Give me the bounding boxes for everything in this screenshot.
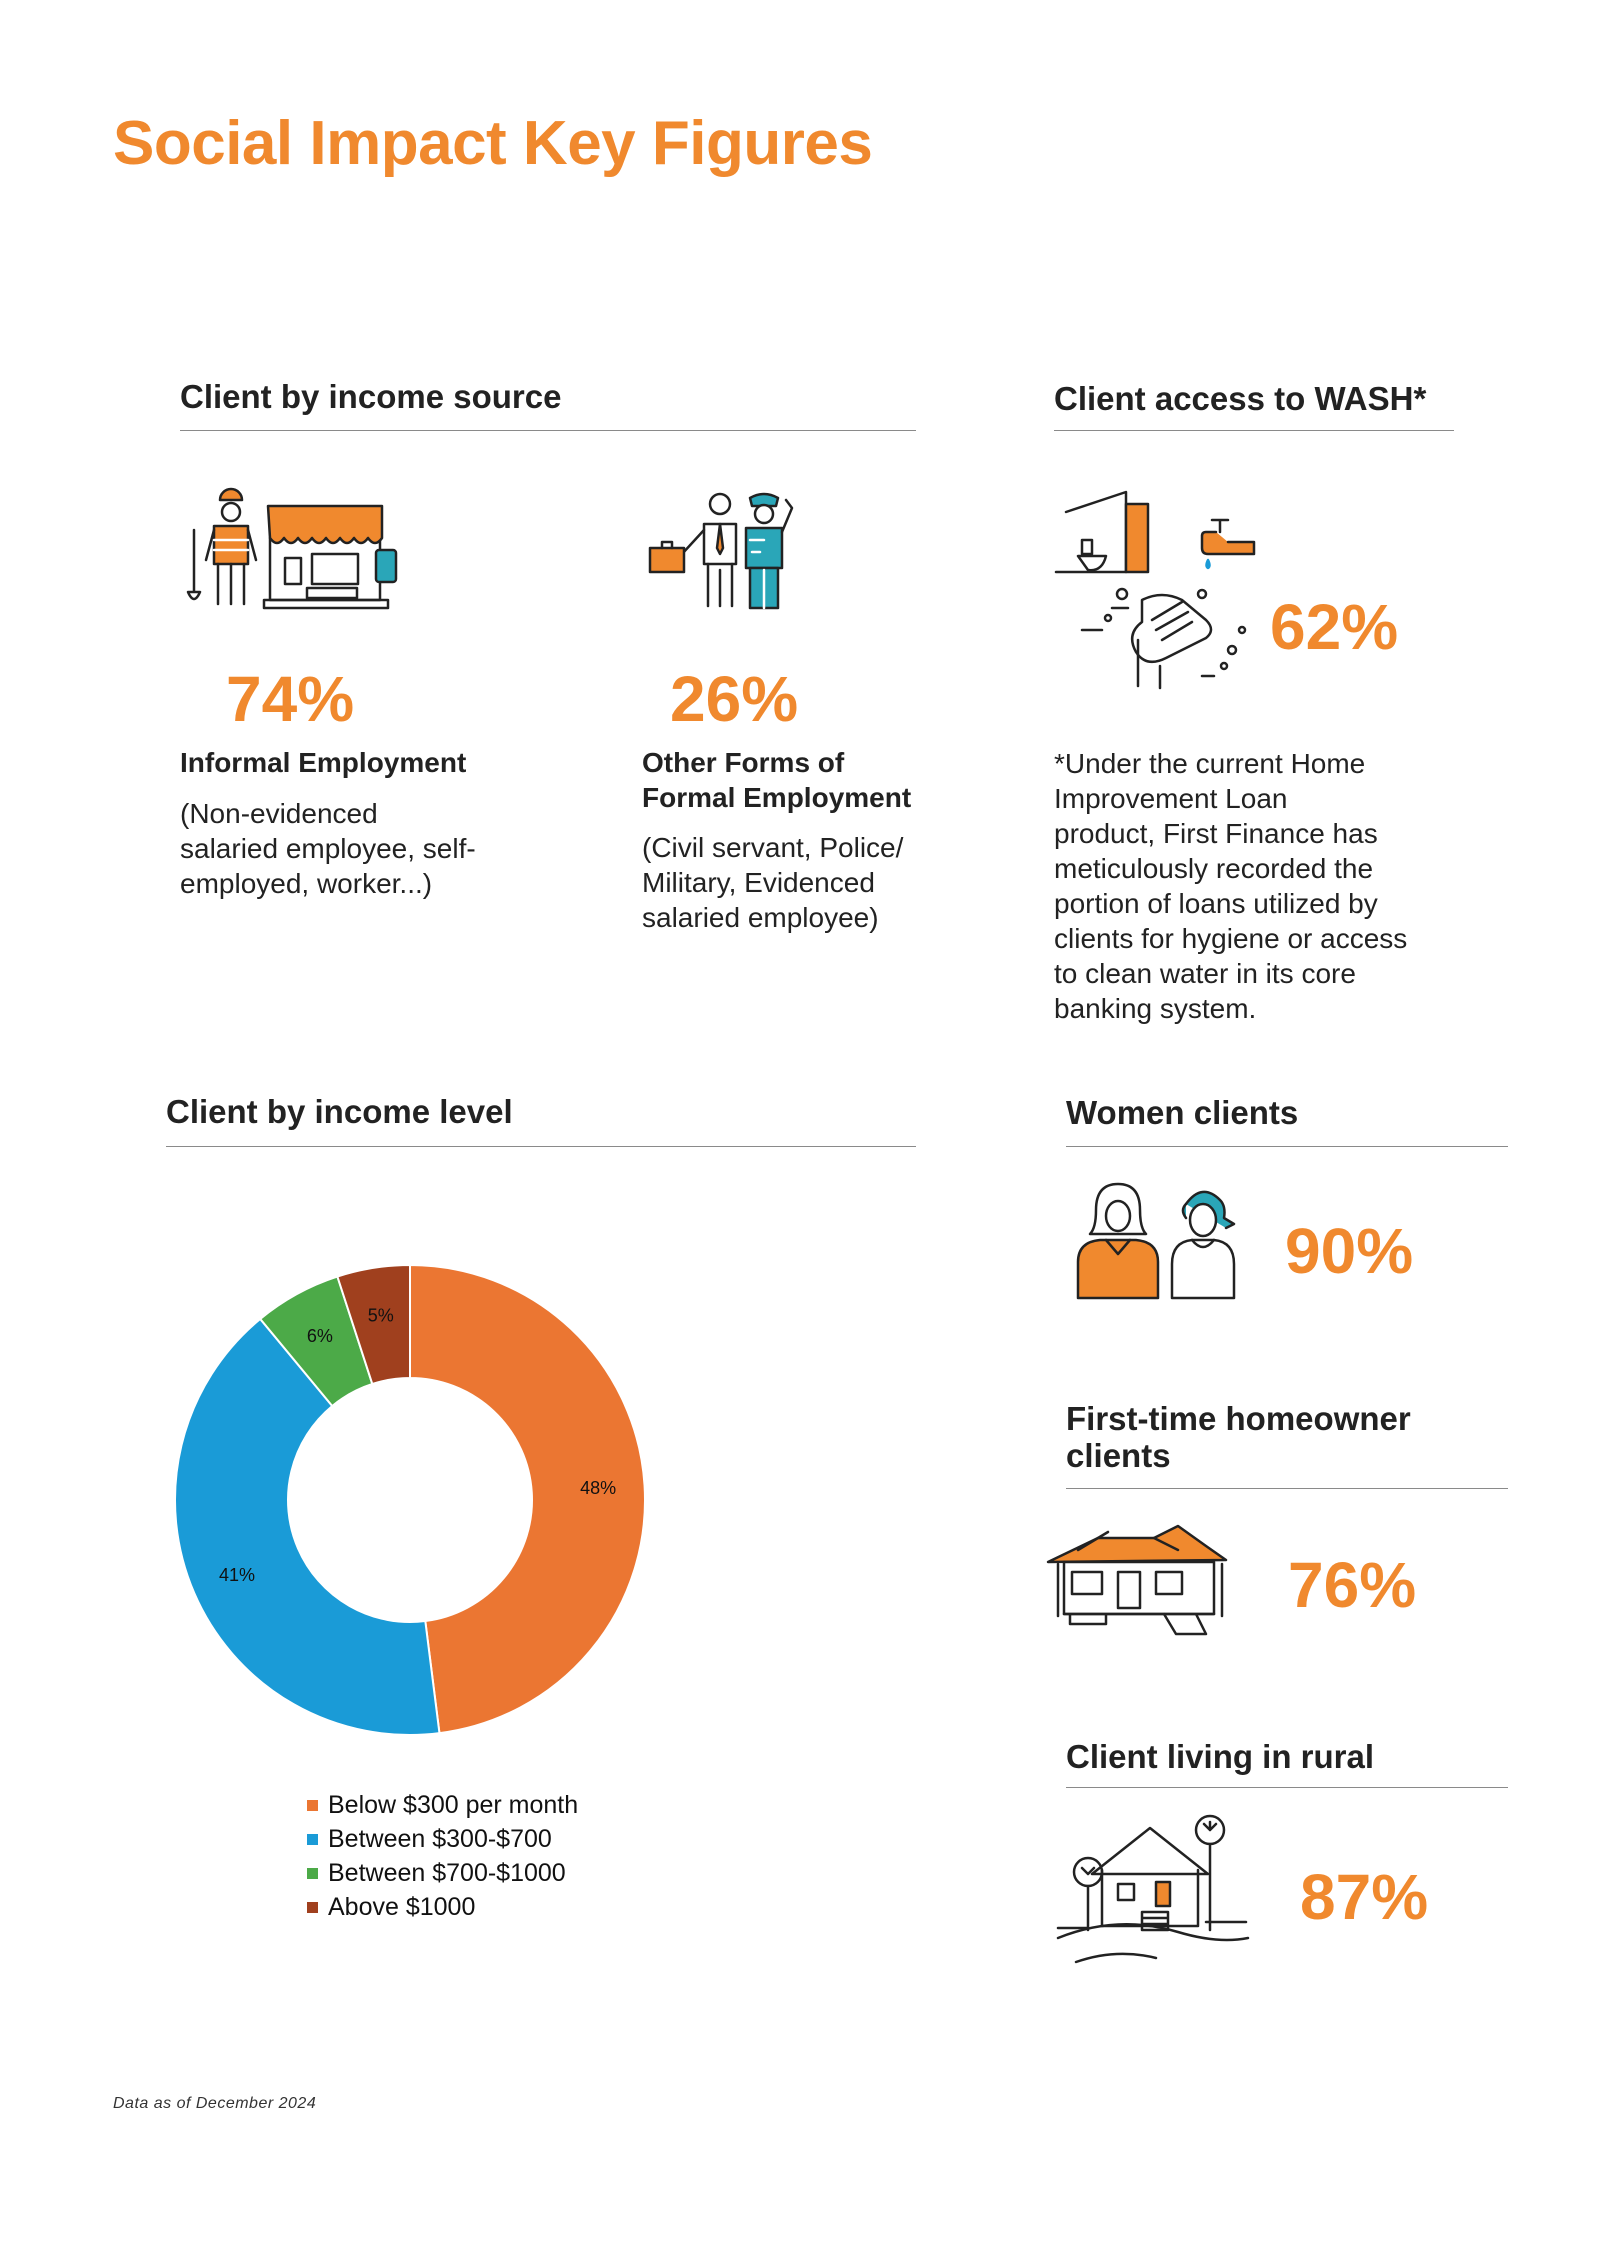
donut-slice-1	[410, 1265, 645, 1733]
legend-swatch	[307, 1800, 318, 1811]
formal-description: (Civil servant, Police/ Military, Evidenced salaried employee)	[642, 832, 904, 933]
rural-house-icon	[1056, 1812, 1256, 1982]
wash-note: *Under the current Home Improvement Loan product, First Finance has meticulously recorded the portion of loans utilized by clients for hygiene or access to clean water in its core banking system.	[1054, 748, 1408, 1024]
income-level-donut-chart	[150, 1240, 670, 1760]
chart-legend	[307, 1788, 578, 1924]
income-level-heading: Client by income level	[166, 1093, 513, 1130]
legend-item	[307, 1890, 578, 1924]
women-icon	[1076, 1180, 1246, 1300]
businessman-police-icon	[642, 490, 812, 620]
formal-label: Other Forms of Formal Employment	[642, 747, 912, 813]
donut-data-label: 5%	[367, 1305, 394, 1326]
worker-shop-icon	[180, 490, 400, 615]
legend-swatch	[307, 1902, 318, 1913]
legend-swatch	[307, 1834, 318, 1845]
wash-percent: 62%	[1270, 591, 1399, 663]
women-heading: Women clients	[1066, 1094, 1299, 1131]
informal-label: Informal Employment	[180, 747, 467, 778]
informal-description: (Non-evidenced salaried employee, self- employed, worker...)	[180, 798, 476, 899]
wash-heading: Client access to WASH*	[1054, 380, 1427, 417]
legend-swatch	[307, 1868, 318, 1879]
income-source-heading: Client by income source	[180, 378, 562, 415]
legend-label: Above $1000	[328, 1892, 476, 1921]
house-icon	[1044, 1524, 1230, 1644]
donut-slice-2	[175, 1319, 439, 1735]
rural-divider	[1066, 1787, 1508, 1788]
rural-heading: Client living in rural	[1066, 1738, 1375, 1775]
donut-data-label: 48%	[580, 1478, 617, 1499]
footnote: Data as of December 2024	[113, 2095, 317, 2112]
legend-label: Below $300 per month	[328, 1790, 579, 1819]
homeowner-heading: First-time homeowner clients	[1066, 1400, 1411, 1474]
formal-percent: 26%	[670, 663, 799, 735]
women-divider	[1066, 1146, 1508, 1147]
homeowner-divider	[1066, 1488, 1508, 1489]
toilet-handwash-icon	[1052, 490, 1272, 690]
donut-data-label: 41%	[218, 1564, 256, 1585]
women-percent: 90%	[1285, 1215, 1414, 1287]
rural-percent: 87%	[1300, 1861, 1429, 1933]
page-title: Social Impact Key Figures	[113, 109, 873, 178]
donut-data-label: 6%	[306, 1326, 333, 1347]
legend-label: Between $700-$1000	[328, 1858, 566, 1887]
wash-divider	[1054, 430, 1454, 431]
legend-label: Between $300-$700	[328, 1824, 552, 1853]
legend-item	[307, 1856, 578, 1890]
legend-item	[307, 1788, 578, 1822]
homeowner-percent: 76%	[1288, 1549, 1417, 1621]
legend-item	[307, 1822, 578, 1856]
income-source-divider	[180, 430, 916, 431]
informal-percent: 74%	[226, 663, 355, 735]
income-level-divider	[166, 1146, 916, 1147]
